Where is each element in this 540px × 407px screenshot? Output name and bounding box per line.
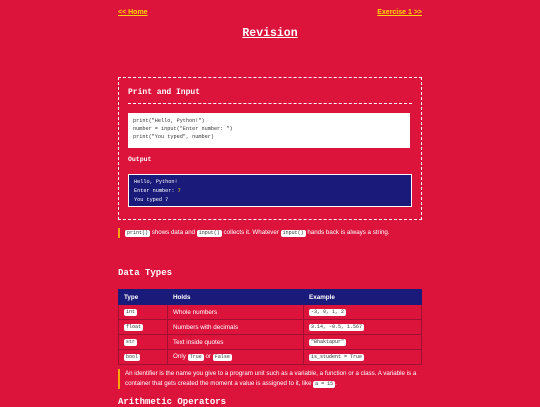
holds-cell: Whole numbers [168, 305, 304, 320]
output-line: Enter number: 7 [134, 188, 181, 194]
home-link[interactable]: << Home [118, 9, 148, 16]
code-line: print("Hello, Python!") [133, 118, 205, 124]
section-heading-data-types: Data Types [118, 268, 173, 278]
column-header: Example [304, 290, 422, 305]
holds-cell: Numbers with decimals [168, 320, 304, 335]
inline-code: input() [198, 230, 220, 236]
inline-code: a = 15 [315, 381, 334, 387]
page-title: Revision [242, 27, 298, 40]
code-block [128, 113, 410, 148]
type-code: int [126, 309, 136, 315]
code-line: number = input("Enter number: ") [133, 126, 233, 132]
table-row [119, 320, 422, 335]
divider [128, 103, 412, 104]
type-code: str [126, 339, 136, 345]
inline-code: True [189, 354, 202, 360]
output-label: Output [128, 156, 152, 163]
output-terminal [128, 174, 412, 207]
inline-code: False [214, 354, 230, 360]
table-row [119, 335, 422, 350]
column-header: Holds [168, 290, 304, 305]
inline-code: input() [282, 230, 304, 236]
section-heading-arithmetic: Arithmetic Operators [118, 397, 227, 407]
table-row [119, 305, 422, 320]
note-print-input: print() shows data and input() collects it. Whatever input() hands back is always a string. [118, 228, 420, 238]
example-code: "Bhaktapur" [311, 339, 345, 345]
top-nav [118, 9, 422, 19]
holds-cell: Text inside quotes [168, 335, 304, 350]
column-header: Type [119, 290, 168, 305]
example-code: 3.14, -0.5, 1.567 [311, 324, 363, 330]
holds-cell: Only True or False [168, 350, 304, 365]
type-code: float [126, 324, 142, 330]
table-row [119, 350, 422, 365]
note-identifier: An identifier is the name you give to a program unit such as a variable, a function or a class. A variable is a container that gets created the moment a value is assigned to it, like a = 15 . [118, 369, 420, 389]
type-code: bool [126, 354, 139, 360]
section-heading-print-input: Print and Input [128, 88, 201, 97]
output-line: Hello, Python! [134, 179, 178, 185]
code-line: print("You typed", number) [133, 134, 214, 140]
table-header-row [119, 290, 422, 305]
data-types-table [118, 289, 422, 365]
next-exercise-link[interactable]: Exercise 1 >> [377, 9, 422, 16]
print-input-section [118, 77, 422, 220]
example-code: is_student = True [311, 354, 363, 360]
output-line: You typed 7 [134, 197, 169, 203]
inline-code: print() [127, 230, 149, 236]
typed-value: 7 [177, 188, 181, 194]
example-code: -3, 0, 1, 2 [311, 309, 345, 315]
